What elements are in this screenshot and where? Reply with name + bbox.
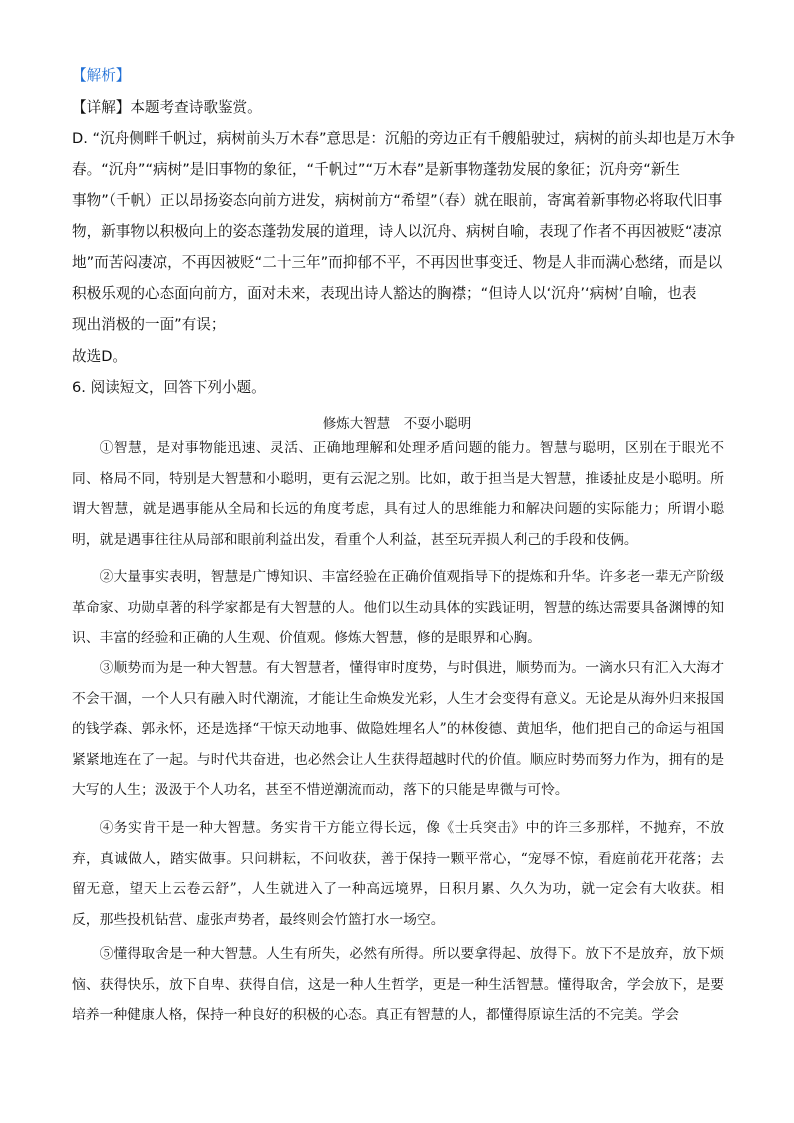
question-prompt: 6. 阅读短文，回答下列小题。 (72, 379, 266, 396)
analysis-line: 现出消极的一面”有误； (72, 316, 226, 333)
article-paragraph-5: ⑤懂得取舍是一种大智慧。人生有所失，必然有所得。所以要拿得起、放得下。放下不是放弃，放下烦恼、获得快乐，放下自卑、获得自信，这是一种人生哲学，更是一种生活智慧。懂得取舍，学会放下，是要培养一种健康人格，保持一种良好的积极的心态。真正有智慧的人，都懂得原谅生活的不完美。学会 (72, 946, 724, 1024)
detail-text: 本题考查诗歌鉴赏。 (130, 99, 262, 116)
analysis-label (72, 66, 130, 86)
detail-label: 【详解】 (72, 99, 131, 116)
conclusion: 故选D。 (72, 348, 128, 365)
analysis-line: 事物”（千帆）正以昂扬姿态向前方进发，病树前方“希望”（春）就在眼前，寄寓着新事物必将取代旧事 (72, 192, 723, 209)
analysis-line: 物，新事物以积极向上的姿态蓬勃发展的道理，诗人以沉舟、病树自喻，表现了作者不再因被贬“凄凉 (72, 223, 722, 240)
detail-line (72, 98, 262, 118)
article-paragraph-2: ②大量事实表明，智慧是广博知识、丰富经验在正确价值观指导下的提炼和升华。许多老一辈无产阶级革命家、功勋卓著的科学家都是有大智慧的人。他们以生动具体的实践证明，智慧的练达需要具备渊博的知识、丰富的经验和正确的人生观、价值观。修炼大智慧，修的是眼界和心胸。 (72, 569, 724, 647)
article-paragraph-4: ④务实肯干是一种大智慧。务实肯干方能立得长远，像《士兵突击》中的许三多那样，不抛弃，不放弃，真诚做人，踏实做事。只问耕耘，不问收获，善于保持一颗平常心，“宠辱不惊，看庭前花开花落；去留无意，望天上云卷云舒”，人生就进入了一种高远境界，日积月累、久久为功，就一定会有大收获。相反，那些投机钻营、虚张声势者，最终则会竹篮打水一场空。 (72, 820, 724, 928)
analysis-line: 地”而苦闷凄凉，不再因被贬“二十三年”而抑郁不平，不再因世事变迁、物是人非而满心愁绪，而是以 (72, 254, 723, 271)
analysis-label-text: 【解析】 (72, 67, 131, 84)
analysis-line: 春。“沉舟”“病树”是旧事物的象征，“千帆过”“万木春”是新事物蓬勃发展的象征；沉舟旁“新生 (72, 161, 681, 178)
article-paragraph-3: ③顺势而为是一种大智慧。有大智慧者，懂得审时度势，与时俱进，顺势而为。一滴水只有汇入大海才不会干涸，一个人只有融入时代潮流，才能让生命焕发光彩，人生才会变得有意义。无论是从海外归来报国的钱学森、郭永怀，还是选择“干惊天动地事、做隐姓埋名人”的林俊德、黄旭华，他们把自己的命运与祖国紧紧地连在了一起。与时代共奋进，也必然会让人生获得超越时代的价值。顺应时势而努力作为，拥有的是大写的人生；汲汲于个人功名，甚至不惜逆潮流而动，落下的只能是卑微与可怜。 (72, 660, 724, 799)
analysis-line: D. “沉舟侧畔千帆过，病树前头万木春”意思是：沉船的旁边正有千艘船驶过，病树的前头却也是万木争 (72, 130, 736, 147)
article-title: 修炼大智慧 不耍小聪明 (322, 416, 472, 432)
article-paragraph-1: ①智慧，是对事物能迅速、灵活、正确地理解和处理矛盾问题的能力。智慧与聪明，区别在于眼光不同、格局不同，特别是大智慧和小聪明，更有云泥之别。比如，敢于担当是大智慧，推诿扯皮是小聪明。所谓大智慧，就是遇事能从全局和长远的角度考虑，具有过人的思维能力和解决问题的实际能力；所谓小聪明，就是遇事往往从局部和眼前利益出发，看重个人利益，甚至玩弄损人利己的手段和伎俩。 (72, 440, 724, 548)
analysis-line: 积极乐观的心态面向前方，面对未来，表现出诗人豁达的胸襟；“但诗人以‘沉舟’‘病树’自喻，也表 (72, 285, 697, 302)
